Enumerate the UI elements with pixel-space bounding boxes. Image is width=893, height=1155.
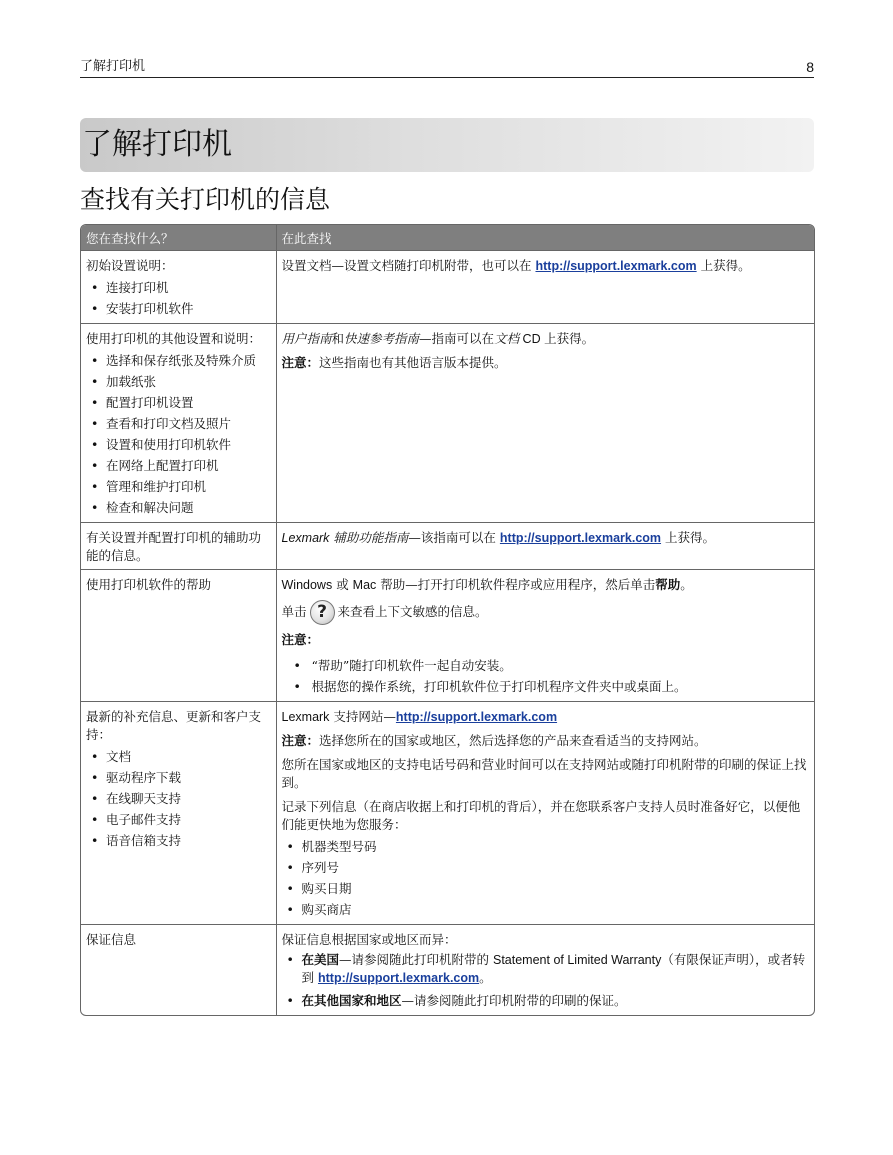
note	[282, 354, 810, 372]
source-text: 您所在国家或地区的支持电话号码和营业时间可以在支持网站或随打印机附带的印刷的保证上找到。	[281, 757, 807, 790]
text-span: —请参阅随此打印机附带的	[339, 952, 493, 967]
cd-name: 文档	[494, 331, 520, 346]
help-icon: ?	[310, 600, 335, 625]
note-text: 选择您所在的国家或地区，然后选择您的产品来查看适当的支持网站。	[319, 733, 707, 748]
note-text: 这些指南也有其他语言版本提供。	[319, 355, 507, 370]
guide-name: 用户指南	[281, 331, 332, 346]
brand-name: Lexmark	[281, 531, 330, 545]
table-row	[81, 702, 814, 925]
support-link[interactable]: http://support.lexmark.com	[317, 971, 480, 985]
note-list	[282, 655, 810, 697]
source-text	[282, 257, 810, 275]
note-label: 注意：	[281, 733, 320, 748]
chapter-title: 了解打印机	[82, 127, 232, 162]
row-source	[276, 702, 814, 925]
list-item: • 驱动程序下载	[86, 767, 271, 788]
note	[282, 732, 810, 750]
table-row	[81, 570, 814, 702]
topic-intro: 保证信息	[86, 932, 137, 947]
text-span: —指南可以在	[419, 331, 495, 346]
list-item: • 语音信箱支持	[86, 830, 271, 851]
list-item: • 购买商店	[282, 899, 810, 920]
list-item: • 电子邮件支持	[86, 809, 271, 830]
list-item	[282, 951, 810, 987]
list-item: • 加载纸张	[86, 371, 271, 392]
text-span: 支持网站—	[329, 709, 396, 724]
row-topic	[81, 570, 276, 702]
list-item: • 选择和保存纸张及特殊介质	[86, 350, 271, 371]
table-row	[81, 925, 814, 1016]
row-source	[276, 523, 814, 570]
topic-list	[86, 277, 271, 319]
text-span: 上获得。	[661, 530, 716, 545]
warranty-list	[282, 951, 810, 1011]
source-text: 记录下列信息（在商店收据上和打印机的背后），并在您联系客户支持人员时准备好它，以便他们能更快地为您服务：	[281, 799, 801, 832]
warranty-name: Statement of Limited Warranty	[493, 953, 662, 967]
text-span: 或	[332, 577, 353, 592]
help-bold: 帮助	[655, 577, 681, 592]
info-table	[80, 224, 815, 1016]
text-span: （有限保证声明），或者转到	[301, 952, 806, 985]
source-text	[282, 529, 810, 547]
row-source	[276, 570, 814, 702]
list-item: • 配置打印机设置	[86, 392, 271, 413]
text-span: Windows	[281, 578, 333, 592]
row-topic	[81, 702, 276, 925]
page-number: 8	[806, 59, 814, 75]
row-topic	[81, 523, 276, 570]
source-text	[282, 708, 810, 726]
support-link[interactable]: http://support.lexmark.com	[499, 531, 662, 545]
row-topic	[81, 324, 276, 523]
topic-intro: 初始设置说明：	[86, 258, 174, 273]
text-span: 和	[331, 331, 345, 346]
row-source	[276, 925, 814, 1016]
list-item: • 在网络上配置打印机	[86, 455, 271, 476]
text-span: —该指南可以在	[408, 530, 500, 545]
topic-intro: 使用打印机的其他设置和说明：	[86, 331, 262, 346]
list-item: • 管理和维护打印机	[86, 476, 271, 497]
topic-list	[86, 350, 271, 518]
list-item: • “帮助”随打印机软件一起自动安装。	[282, 655, 810, 676]
section-title: 查找有关打印机的信息	[80, 185, 331, 214]
list-item: • 根据您的操作系统，打印机软件位于打印机程序文件夹中或桌面上。	[282, 676, 810, 697]
list-item: • 设置和使用打印机软件	[86, 434, 271, 455]
source-text: 保证信息根据国家或地区而异：	[281, 932, 457, 947]
list-item: • 在线聊天支持	[86, 788, 271, 809]
list-item: • 连接打印机	[86, 277, 271, 298]
text-span: 单击	[281, 604, 307, 619]
list-item: • 机器类型号码	[282, 836, 810, 857]
page-header	[80, 58, 814, 78]
list-item: • 购买日期	[282, 878, 810, 899]
region-label: 在美国	[301, 952, 340, 967]
list-item: • 文档	[86, 746, 271, 767]
guide-name: 快速参考指南	[344, 331, 420, 346]
header-title: 了解打印机	[80, 59, 146, 74]
text-span: Mac	[352, 578, 377, 592]
info-list	[282, 836, 810, 920]
source-text	[282, 330, 810, 348]
table-row	[81, 523, 814, 570]
text-span: 帮助—打开打印机软件程序或应用程序，然后单击	[376, 577, 656, 592]
chapter-banner	[80, 118, 814, 172]
table-row	[81, 251, 814, 324]
guide-name: 辅助功能指南	[329, 530, 409, 545]
row-source	[276, 324, 814, 523]
text-span: 上获得。	[696, 258, 751, 273]
topic-intro: 使用打印机软件的帮助	[86, 577, 212, 592]
text-span: 来查看上下文敏感的信息。	[337, 604, 488, 619]
topic-list	[86, 746, 271, 851]
list-item: • 序列号	[282, 857, 810, 878]
text-span: 。	[680, 577, 693, 592]
table-row	[81, 324, 814, 523]
note-label: 注意：	[281, 355, 320, 370]
support-link[interactable]: http://support.lexmark.com	[395, 710, 558, 724]
list-item	[282, 990, 810, 1011]
topic-intro: 有关设置并配置打印机的辅助功能的信息。	[86, 530, 262, 563]
text-span: Lexmark	[281, 710, 330, 724]
text-span: —请参阅随此打印机附带的印刷的保证。	[401, 993, 627, 1008]
list-item: • 安装打印机软件	[86, 298, 271, 319]
column-header-what: 您在查找什么？	[81, 225, 276, 251]
region-label: 在其他国家和地区	[301, 993, 402, 1008]
note-label: 注意：	[281, 632, 320, 647]
source-text	[282, 600, 810, 625]
table-header-row	[81, 225, 814, 251]
list-item: • 检查和解决问题	[86, 497, 271, 518]
topic-intro: 最新的补充信息、更新和客户支持：	[86, 709, 262, 742]
text-span: CD 上获得。	[519, 332, 595, 346]
list-item: • 查看和打印文档及照片	[86, 413, 271, 434]
text-span: 设置文档—设置文档随打印机附带，也可以在	[281, 258, 536, 273]
column-header-where: 在此查找	[276, 225, 814, 251]
text-span: 。	[479, 970, 492, 985]
source-text	[282, 576, 810, 594]
row-topic	[81, 925, 276, 1016]
row-topic	[81, 251, 276, 324]
support-link[interactable]: http://support.lexmark.com	[535, 259, 697, 273]
row-source	[276, 251, 814, 324]
